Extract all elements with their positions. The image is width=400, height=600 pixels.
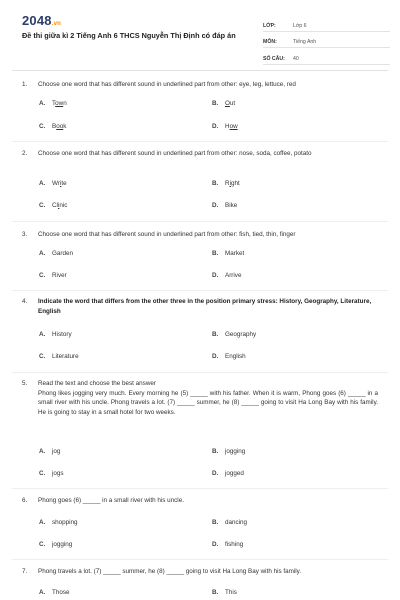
option-d[interactable]: D. How — [212, 123, 238, 130]
question-text: Indicate the word that differs from the other three in the position primary stress: History, Geography, Literature, English — [38, 298, 372, 315]
question-text: Choose one word that has different sound in underlined part from other: nose, soda, coffee, potato — [38, 150, 312, 157]
meta-row-count — [263, 49, 390, 65]
option-b[interactable]: B. Market — [212, 250, 245, 257]
option-b[interactable]: B. Out — [212, 100, 236, 107]
meta-value: Tiếng Anh — [293, 39, 317, 45]
option-c[interactable]: C. Literature — [39, 353, 79, 360]
question-number: 6. — [22, 497, 28, 504]
question-divider — [12, 221, 388, 222]
question-5 — [22, 379, 378, 417]
question-divider — [12, 488, 388, 489]
option-d[interactable]: D. English — [212, 353, 246, 360]
question-text: Choose one word that has different sound in underlined part from other: eye, leg, lettuce, red — [38, 81, 296, 88]
question-text: Read the text and choose the best answer — [38, 380, 156, 387]
option-b[interactable]: B. Right — [212, 180, 240, 187]
option-a[interactable]: A. shopping — [39, 519, 78, 526]
question-text: Phong travels a lot. (7) _____ summer, he (8) _____ going to visit Ha Long Bay with his family. — [38, 568, 302, 575]
meta-label: LỚP: — [263, 22, 276, 29]
meta-value: Lớp 6 — [293, 22, 307, 29]
question-number: 2. — [22, 150, 28, 157]
option-d[interactable]: D. fishing — [212, 541, 244, 548]
question-divider — [12, 290, 388, 291]
option-c[interactable]: C. Clinic — [39, 202, 68, 209]
question-divider — [12, 372, 388, 373]
site-logo[interactable] — [22, 13, 61, 28]
reading-passage: Phong likes jogging very much. Every morning he (5) _____ with his father. When it is warm, Phong goes (6) _____ in a small river with his uncle. Phong travels a lot. (7) _____ summer, he (8) _____ going to visit Ha Long Bay with his family. He is going to stay in a small hotel for two weeks. — [38, 389, 378, 416]
option-b[interactable]: B. Geography — [212, 331, 257, 338]
question-7 — [22, 567, 378, 577]
header-divider — [12, 70, 388, 71]
question-6 — [22, 496, 378, 506]
meta-label: MÔN: — [263, 39, 277, 45]
question-number: 1. — [22, 81, 28, 88]
option-b[interactable]: B. dancing — [212, 519, 248, 526]
meta-label: SỐ CÂU: — [263, 55, 285, 62]
question-number: 4. — [22, 298, 28, 305]
exam-header — [10, 0, 390, 74]
question-divider — [12, 141, 388, 142]
question-2 — [22, 149, 378, 159]
option-b[interactable]: B. This — [212, 589, 237, 596]
option-c[interactable]: C. jogs — [39, 470, 64, 477]
question-number: 5. — [22, 380, 28, 387]
logo-text: 2048 — [22, 13, 52, 28]
option-c[interactable]: C. jogging — [39, 541, 73, 548]
option-a[interactable]: A. History — [39, 331, 72, 338]
question-text: Phong goes (6) _____ in a small river with his uncle. — [38, 497, 184, 504]
option-a[interactable]: A. Those — [39, 589, 70, 596]
question-3 — [22, 230, 378, 240]
option-d[interactable]: D. Bike — [212, 202, 238, 209]
question-text: Choose one word that has different sound in underlined part from other: fish, tied, thin, finger — [38, 231, 296, 238]
option-a[interactable]: A. Write — [39, 180, 67, 187]
option-b[interactable]: B. jogging — [212, 448, 246, 455]
option-c[interactable]: C. Book — [39, 123, 67, 130]
option-d[interactable]: D. jogged — [212, 470, 244, 477]
option-c[interactable]: C. River — [39, 272, 67, 279]
meta-row-subject — [263, 33, 390, 49]
question-number: 3. — [22, 231, 28, 238]
option-d[interactable]: D. Arrive — [212, 272, 242, 279]
option-a[interactable]: A. Garden — [39, 250, 74, 257]
logo-suffix: .vn — [51, 21, 62, 27]
meta-value: 40 — [293, 55, 299, 62]
question-4 — [22, 297, 378, 316]
question-divider — [12, 559, 388, 560]
exam-meta — [263, 16, 390, 65]
question-1 — [22, 80, 378, 90]
option-a[interactable]: A. jog — [39, 448, 61, 455]
question-number: 7. — [22, 568, 28, 575]
meta-row-class — [263, 16, 390, 32]
document-title: Đề thi giữa kì 2 Tiếng Anh 6 THCS Nguyễn Thị Định có đáp án — [22, 31, 236, 40]
option-a[interactable]: A. Town — [39, 100, 67, 107]
